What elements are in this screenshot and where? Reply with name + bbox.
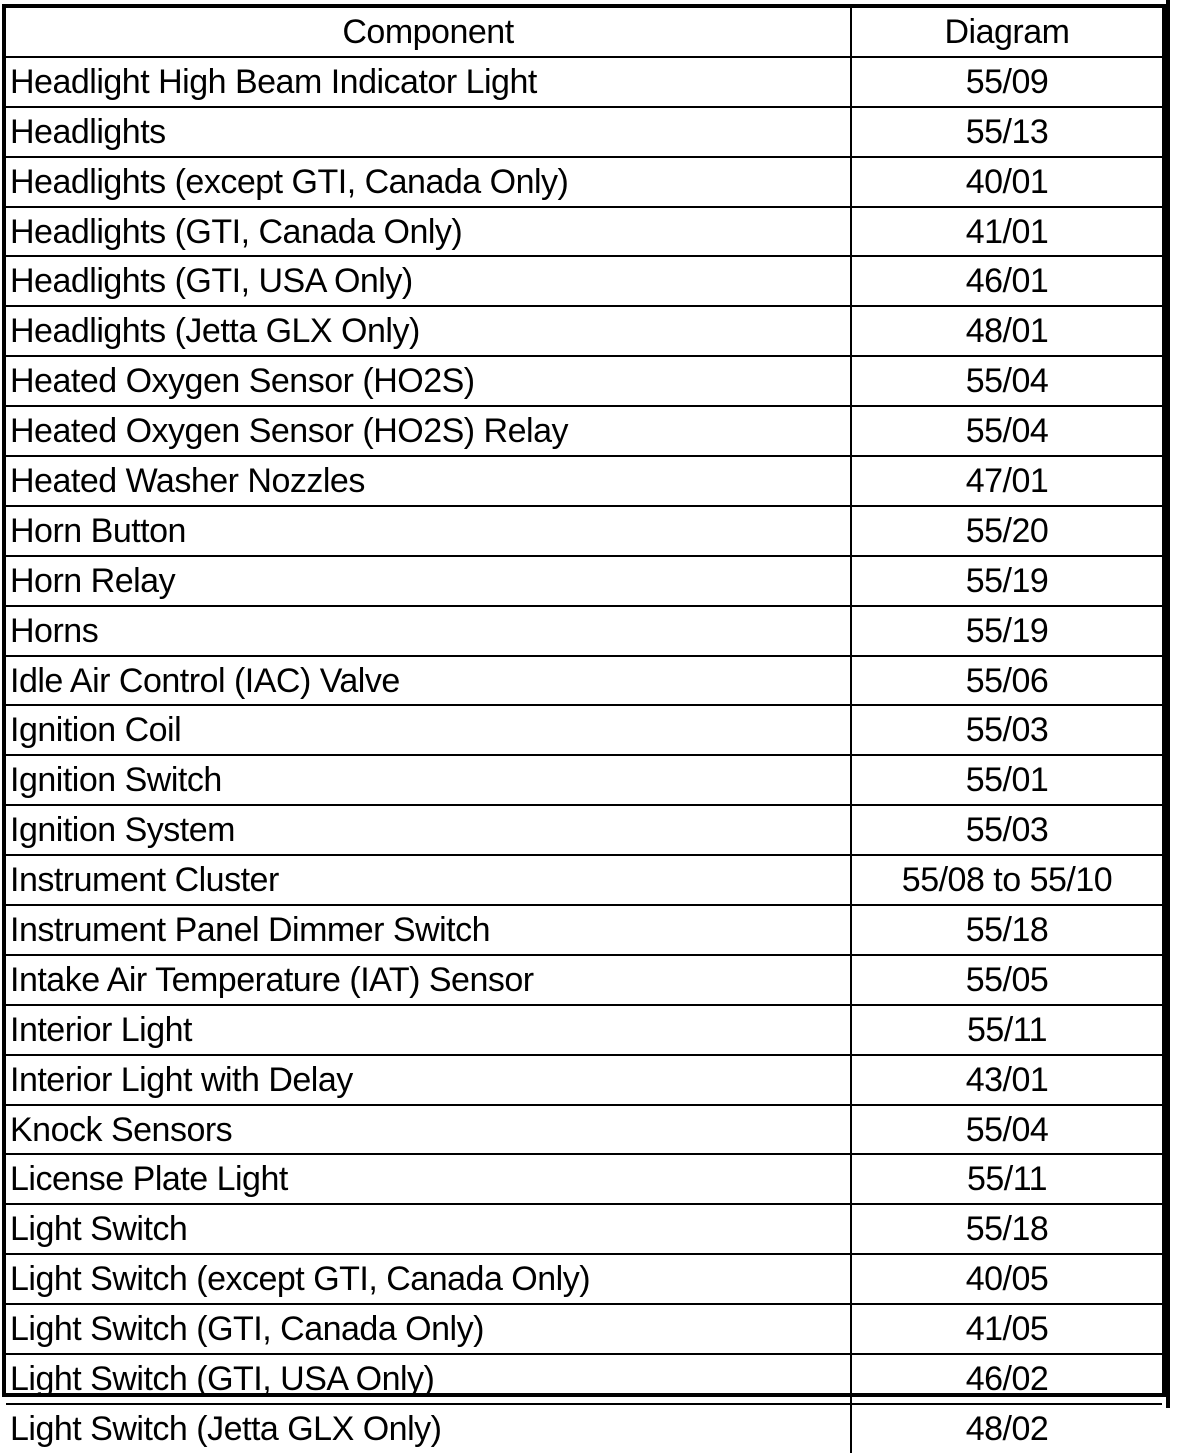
component-cell: Interior Light: [6, 1005, 851, 1055]
diagram-cell: 55/13: [851, 107, 1162, 157]
diagram-cell: 55/20: [851, 506, 1162, 556]
component-cell: Ignition System: [6, 805, 851, 855]
table-body: [6, 57, 1162, 1453]
table-row: [6, 805, 1162, 855]
diagram-cell: 41/05: [851, 1304, 1162, 1354]
component-cell: Headlight High Beam Indicator Light: [6, 57, 851, 107]
component-cell: Headlights (except GTI, Canada Only): [6, 157, 851, 207]
component-cell: Headlights (GTI, Canada Only): [6, 207, 851, 257]
table-row: [6, 506, 1162, 556]
diagram-cell: 40/01: [851, 157, 1162, 207]
table-row: [6, 1354, 1162, 1404]
table-row: [6, 606, 1162, 656]
table-row: [6, 1304, 1162, 1354]
table-row: [6, 656, 1162, 706]
component-cell: Instrument Panel Dimmer Switch: [6, 905, 851, 955]
diagram-cell: 41/01: [851, 207, 1162, 257]
table-row: [6, 905, 1162, 955]
component-cell: Knock Sensors: [6, 1105, 851, 1155]
component-cell: Heated Oxygen Sensor (HO2S): [6, 356, 851, 406]
header-row: [6, 8, 1162, 57]
table-row: [6, 1005, 1162, 1055]
component-cell: Intake Air Temperature (IAT) Sensor: [6, 955, 851, 1005]
diagram-cell: 48/02: [851, 1404, 1162, 1453]
diagram-cell: 55/09: [851, 57, 1162, 107]
table-row: [6, 256, 1162, 306]
diagram-cell: 46/02: [851, 1354, 1162, 1404]
diagram-cell: 55/18: [851, 905, 1162, 955]
table-row: [6, 107, 1162, 157]
table-row: [6, 157, 1162, 207]
header-component: Component: [6, 8, 851, 57]
diagram-cell: 55/03: [851, 705, 1162, 755]
table-row: [6, 705, 1162, 755]
component-cell: Light Switch (GTI, USA Only): [6, 1354, 851, 1404]
component-cell: Light Switch (except GTI, Canada Only): [6, 1254, 851, 1304]
table-row: [6, 1105, 1162, 1155]
diagram-cell: 55/03: [851, 805, 1162, 855]
table-row: [6, 556, 1162, 606]
index-table: [6, 8, 1162, 1453]
component-cell: Horn Button: [6, 506, 851, 556]
table-row: [6, 1254, 1162, 1304]
component-cell: Horn Relay: [6, 556, 851, 606]
diagram-cell: 55/11: [851, 1154, 1162, 1204]
table-row: [6, 456, 1162, 506]
component-cell: Light Switch (Jetta GLX Only): [6, 1404, 851, 1453]
diagram-cell: 55/19: [851, 606, 1162, 656]
component-diagram-table: [2, 4, 1166, 1448]
component-cell: Light Switch: [6, 1204, 851, 1254]
component-cell: Headlights (GTI, USA Only): [6, 256, 851, 306]
diagram-cell: 46/01: [851, 256, 1162, 306]
table-row: [6, 755, 1162, 805]
component-cell: Light Switch (GTI, Canada Only): [6, 1304, 851, 1354]
table-row: [6, 406, 1162, 456]
header-diagram: Diagram: [851, 8, 1162, 57]
table-row: [6, 306, 1162, 356]
diagram-cell: 55/08 to 55/10: [851, 855, 1162, 905]
component-cell: Ignition Coil: [6, 705, 851, 755]
diagram-cell: 55/04: [851, 356, 1162, 406]
component-cell: Instrument Cluster: [6, 855, 851, 905]
table-row: [6, 356, 1162, 406]
component-cell: Headlights: [6, 107, 851, 157]
diagram-cell: 55/06: [851, 656, 1162, 706]
component-cell: Interior Light with Delay: [6, 1055, 851, 1105]
table-row: [6, 57, 1162, 107]
table-row: [6, 955, 1162, 1005]
table-row: [6, 1055, 1162, 1105]
table-row: [6, 207, 1162, 257]
diagram-cell: 48/01: [851, 306, 1162, 356]
table-row: [6, 1154, 1162, 1204]
table-row: [6, 1204, 1162, 1254]
diagram-cell: 55/19: [851, 556, 1162, 606]
diagram-cell: 55/04: [851, 1105, 1162, 1155]
right-border-line: [1166, 0, 1170, 1408]
diagram-cell: 55/11: [851, 1005, 1162, 1055]
component-cell: Horns: [6, 606, 851, 656]
component-cell: License Plate Light: [6, 1154, 851, 1204]
diagram-cell: 40/05: [851, 1254, 1162, 1304]
component-cell: Heated Oxygen Sensor (HO2S) Relay: [6, 406, 851, 456]
diagram-cell: 43/01: [851, 1055, 1162, 1105]
table-row: [6, 1404, 1162, 1453]
component-cell: Idle Air Control (IAC) Valve: [6, 656, 851, 706]
diagram-cell: 55/04: [851, 406, 1162, 456]
component-cell: Ignition Switch: [6, 755, 851, 805]
diagram-cell: 55/01: [851, 755, 1162, 805]
diagram-cell: 55/18: [851, 1204, 1162, 1254]
diagram-cell: 55/05: [851, 955, 1162, 1005]
table-row: [6, 855, 1162, 905]
component-cell: Headlights (Jetta GLX Only): [6, 306, 851, 356]
component-cell: Heated Washer Nozzles: [6, 456, 851, 506]
diagram-cell: 47/01: [851, 456, 1162, 506]
